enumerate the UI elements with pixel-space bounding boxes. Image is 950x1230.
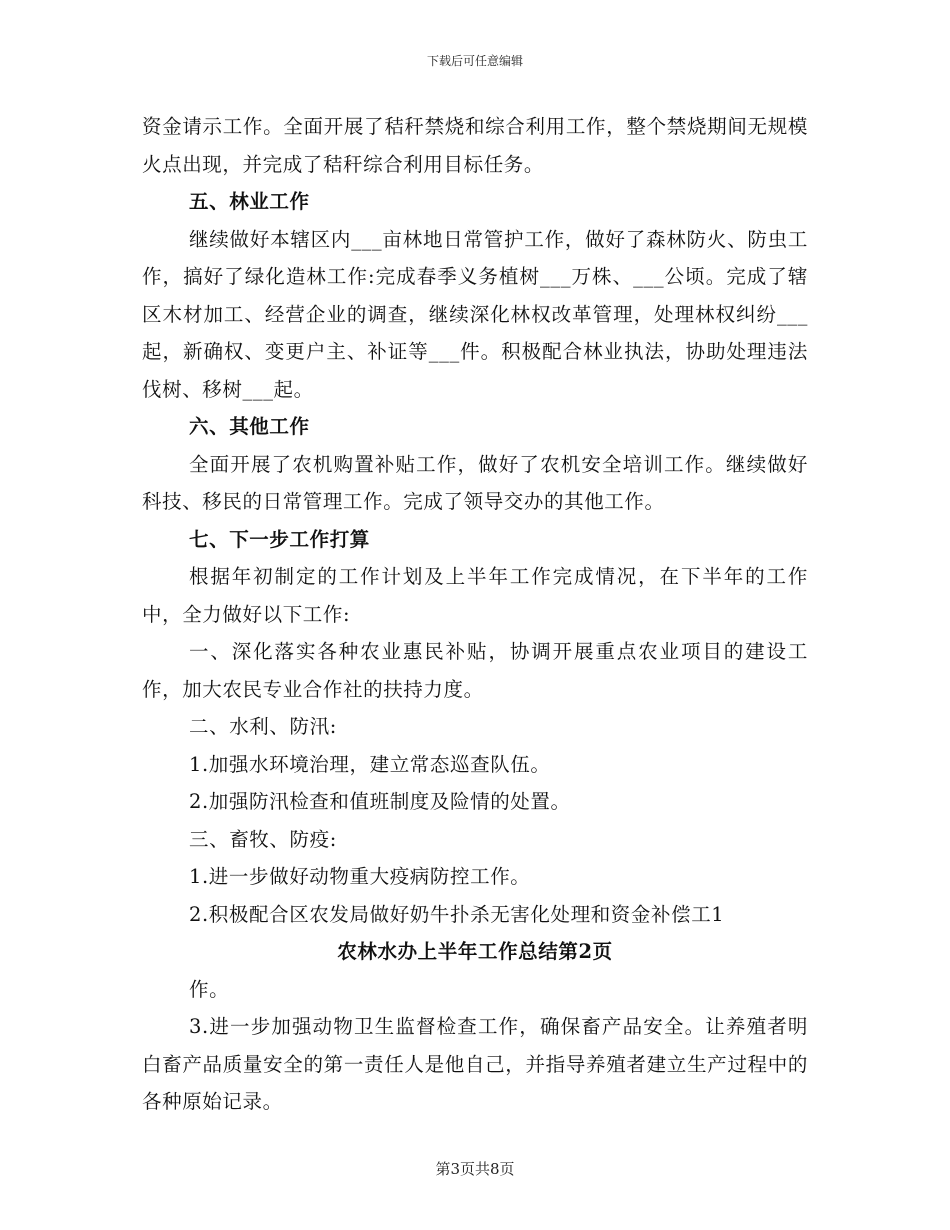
paragraph-water-item-2: 2.加强防汛检查和值班制度及险情的处置。 bbox=[189, 790, 571, 813]
paragraph-water-item-1: 1.加强水环境治理，建立常态巡查队伍。 bbox=[189, 752, 551, 776]
paragraph-forestry: 继续做好本辖区内___亩林地日常管护工作，做好了森林防火、防虫工作，搞好了绿化造林工作:完成春季义务植树___万株、___公顷。完成了辖区木材加工、经营企业的调查，继续深化林权改革管理，处理林权纠纷___起，新确权、变更户主、补证等___件。积极配合林业执法，协助处理违法伐树、移树___起。 bbox=[142, 227, 808, 401]
heading-next-plan: 七、下一步工作打算 bbox=[189, 527, 370, 551]
heading-other-work: 六、其他工作 bbox=[189, 415, 310, 438]
paragraph-livestock-heading: 三、畜牧、防疫: bbox=[189, 827, 337, 851]
paragraph-water-flood-heading: 二、水利、防汛: bbox=[189, 715, 337, 738]
paragraph-livestock-item-1: 1.进一步做好动物重大疫病防控工作。 bbox=[189, 865, 531, 888]
heading-forestry: 五、林业工作 bbox=[189, 190, 310, 213]
paragraph-other-work: 全面开展了农机购置补贴工作，做好了农机安全培训工作。继续做好科技、移民的日常管理工作。完成了领导交办的其他工作。 bbox=[142, 452, 808, 513]
paragraph-continuation: 作。 bbox=[189, 977, 230, 1001]
paragraph-livestock-item-2: 2.积极配合区农发局做好奶牛扑杀无害化处理和资金补偿工1 bbox=[189, 902, 725, 926]
paragraph-next-plan-intro: 根据年初制定的工作计划及上半年工作完成情况，在下半年的工作中，全力做好以下工作: bbox=[142, 565, 808, 626]
paragraph-livestock-item-3: 3.进一步加强动物卫生监督检查工作，确保畜产品安全。让养殖者明白畜产品质量安全的第一责任人是他自己，并指导养殖者建立生产过程中的各种原始记录。 bbox=[142, 1015, 808, 1113]
document-body bbox=[142, 108, 808, 1121]
page-header: 下载后可任意编辑 bbox=[426, 54, 523, 68]
page-break-title: 农林水办上半年工作总结第2页 bbox=[337, 940, 613, 963]
paragraph-funding-straw: 资金请示工作。全面开展了秸秆禁烧和综合利用工作，整个禁烧期间无规模火点出现，并完成了秸秆综合利用目标任务。 bbox=[142, 115, 808, 176]
page-footer: 第3页共8页 bbox=[435, 1160, 515, 1178]
paragraph-plan-item-1: 一、深化落实各种农业惠民补贴，协调开展重点农业项目的建设工作，加大农民专业合作社的扶持力度。 bbox=[142, 640, 808, 701]
